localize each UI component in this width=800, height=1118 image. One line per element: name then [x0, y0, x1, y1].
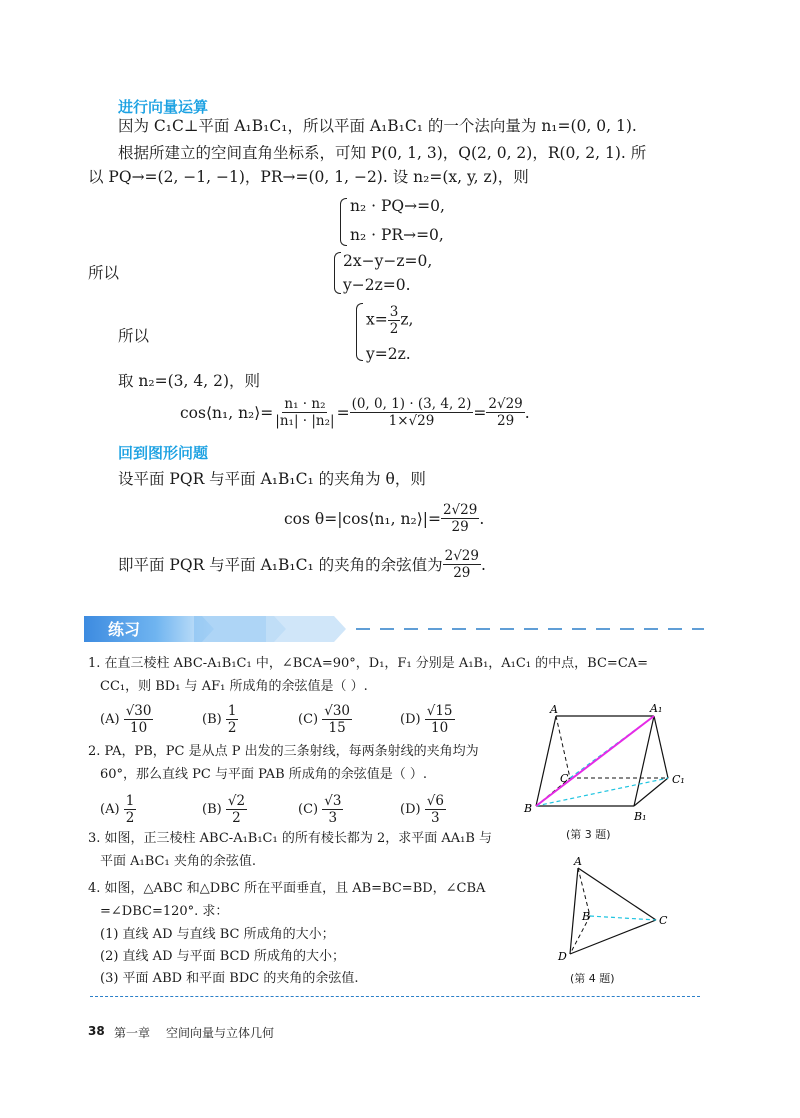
q1-option-d: (D) $\frac{√15}{10}$ [400, 703, 453, 736]
system-1-eq-a: n₂ · PQ→=0, [350, 197, 445, 215]
fig3-label-C: C [560, 772, 569, 785]
q1-option-c: (C) $\frac{√30}{15}$ [298, 703, 351, 736]
q4-sub-2: (2) 直线 AD 与平面 BCD 所成角的大小； [100, 949, 346, 964]
q2-line-1: 2. PA，PB，PC 是从点 P 出发的三条射线，每两条射线的夹角均为 [88, 744, 479, 759]
equation-cos-theta: cos θ=|cos⟨n₁, n₂⟩|= $\frac{2√29}{29}$ . [284, 502, 485, 535]
fig3-label-C1: C₁ [672, 773, 685, 786]
q2-option-a: (A) $\frac{1}{2}$ [100, 793, 135, 826]
q1-option-b: (B) $\frac{1}{2}$ [202, 703, 237, 736]
practice-banner [84, 614, 704, 644]
q4-sub-1: (1) 直线 AD 与直线 BC 所成角的大小； [100, 927, 335, 942]
q2-option-c: (C) $\frac{√3}{3}$ [298, 793, 342, 826]
q3-line-2: 平面 A₁BC₁ 夹角的余弦值. [100, 854, 256, 869]
text-suoyi-2: 所以 [118, 327, 150, 345]
figure-3-prism [522, 700, 702, 830]
q4-line-1: 4. 如图，△ABC 和△DBC 所在平面垂直，且 AB=BC=BD，∠CBA [88, 881, 486, 896]
figure-4-tetrahedron [548, 854, 678, 966]
q1-options [100, 703, 500, 736]
figure-4-caption: (第 4 题) [570, 972, 615, 985]
system-3-eq-b: y=2z. [366, 345, 411, 363]
fig3-label-B1: B₁ [634, 810, 647, 823]
text-suoyi-1: 所以 [88, 264, 120, 282]
brace-system-1 [340, 198, 347, 246]
practice-bottom-rule [90, 996, 700, 997]
q1-line-2: CC₁，则 BD₁ 与 AF₁ 所成角的余弦值是（ ）. [100, 679, 368, 694]
heading-back-to-figure: 回到图形问题 [118, 444, 209, 462]
text-line-normal-vector: 因为 C₁C⊥平面 A₁B₁C₁，所以平面 A₁B₁C₁ 的一个法向量为 n₁=(0, 0, 1). [118, 117, 637, 135]
figure-3-caption: (第 3 题) [566, 828, 611, 841]
text-line-vectors: 以 PQ→=(2, −1, −1)，PR→=(0, 1, −2). 设 n₂=(x, y, z)，则 [88, 168, 529, 186]
heading-vector-operations: 进行向量运算 [118, 98, 209, 116]
q4-line-2: =∠DBC=120°. 求： [100, 904, 229, 919]
q2-option-b: (B) $\frac{√2}{2}$ [202, 793, 246, 826]
text-line-coordinates: 根据所建立的空间直角坐标系，可知 P(0, 1, 3)，Q(2, 0, 2)，R(0, 2, 1). 所 [118, 144, 647, 162]
text-take-n2: 取 n₂=(3, 4, 2)，则 [118, 372, 260, 390]
q1-option-a: (A) $\frac{√30}{10}$ [100, 703, 152, 736]
practice-title: 练习 [108, 620, 141, 639]
equation-cos-n1-n2: cos⟨n₁, n₂⟩= $\frac{\text{n₁ · n₂}}{\text{|n₁| · |n₂|}}$ = $\frac{(0, 0, 1) \cdot (3, 4, 2)}{1\times√29}$ = $\frac{2√29}{29}$ . [180, 396, 530, 429]
q2-line-2: 60°，那么直线 PC 与平面 PAB 所成角的余弦值是（ ）. [100, 767, 428, 782]
text-conclusion: 即平面 PQR 与平面 A₁B₁C₁ 的夹角的余弦值为 $\frac{2√29}{29}$ . [118, 548, 486, 581]
fig4-label-A: A [574, 855, 582, 868]
page-number: 38 [88, 1024, 105, 1038]
q1-line-1: 1. 在直三棱柱 ABC-A₁B₁C₁ 中，∠BCA=90°，D₁，F₁ 分别是 A₁B₁，A₁C₁ 的中点，BC=CA= [88, 656, 649, 671]
text-set-angle: 设平面 PQR 与平面 A₁B₁C₁ 的夹角为 θ，则 [118, 470, 426, 488]
fig3-label-B: B [524, 802, 533, 815]
brace-system-2 [334, 252, 341, 294]
system-2-eq-a: 2x−y−z=0, [343, 252, 433, 270]
footer-chapter-title: 空间向量与立体几何 [166, 1026, 275, 1040]
fig4-label-C: C [659, 914, 668, 927]
fig3-label-A: A [550, 703, 558, 716]
brace-system-3 [356, 303, 363, 361]
footer-chapter: 第一章 [114, 1026, 151, 1040]
fig4-label-D: D [558, 950, 567, 963]
fig3-label-A1: A₁ [650, 702, 663, 715]
system-3-eq-a: x= $\frac{3}{2}$ z, [366, 304, 414, 337]
system-1-eq-b: n₂ · PR→=0, [350, 226, 444, 244]
q3-line-1: 3. 如图，正三棱柱 ABC-A₁B₁C₁ 的所有棱长都为 2，求平面 AA₁B 与 [88, 831, 493, 846]
q2-options [100, 793, 500, 826]
q2-option-d: (D) $\frac{√6}{3}$ [400, 793, 444, 826]
fig4-label-B: B [582, 910, 591, 923]
system-2-eq-b: y−2z=0. [343, 276, 411, 294]
q4-sub-3: (3) 平面 ABD 和平面 BDC 的夹角的余弦值. [100, 971, 359, 986]
